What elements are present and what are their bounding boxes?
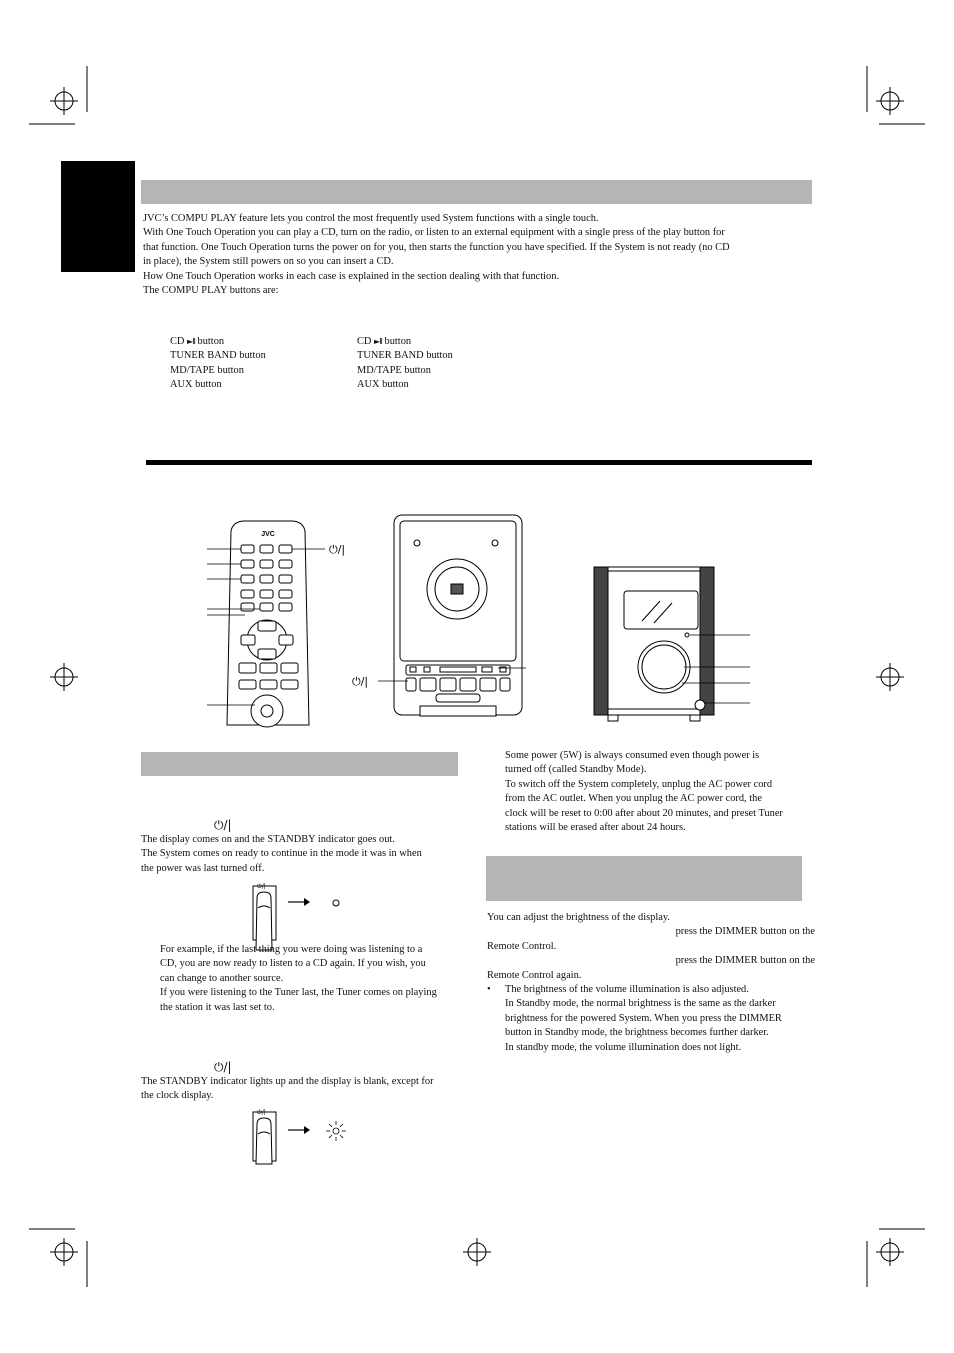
remote-brand: JVC (261, 531, 275, 538)
arrow-icon (304, 1126, 310, 1134)
cd-label: CD (357, 336, 372, 347)
intro-line: The COMPU PLAY buttons are: (143, 285, 279, 297)
standby-power-note (505, 749, 817, 835)
finger-press-standby-illustration (248, 1106, 368, 1166)
cd-suffix: button (384, 336, 412, 347)
text-line: The display comes on and the STANDBY indicator goes out. (141, 834, 395, 845)
text-line: Some power (5W) is always consumed even though power is (505, 750, 760, 761)
cd-suffix: button (197, 336, 225, 347)
dimmer-section-header-bar (486, 856, 802, 901)
language-tab (61, 161, 135, 272)
text-line: To switch off the System completely, unplug the AC power cord (505, 778, 773, 790)
text-line: stations will be erased after about 24 hours. (505, 822, 686, 834)
dimmer-step-b: press the DIMMER button on the (675, 955, 815, 967)
text-line: clock will be reset to 0:00 after about 20 minutes, and preset Tuner (505, 807, 783, 819)
power-button-glyph: ⏻/| (257, 1109, 266, 1116)
standby-indicator-lit-icon (326, 1121, 346, 1141)
text-line: the clock display. (141, 1090, 214, 1102)
arrow-icon (304, 898, 310, 906)
bullet: • (487, 984, 491, 995)
tuner-band-label: TUNER BAND button (170, 350, 266, 362)
play-pause-icon: ►II (374, 337, 382, 346)
unit-display-illustration (592, 565, 752, 725)
text-line: The System comes on ready to continue in the mode it was in when (141, 848, 422, 860)
power-standby-icon: ⏻/| (352, 675, 369, 688)
section-divider (146, 460, 812, 465)
dimmer-intro: You can adjust the brightness of the display. (487, 912, 670, 923)
intro-line: How One Touch Operation works in each case is explained in the section dealing with that function. (143, 270, 560, 282)
text-line: The brightness of the volume illumination is also adjusted. (505, 984, 749, 995)
compu-buttons-list-2 (357, 335, 453, 393)
power-section-header-bar (141, 752, 458, 776)
intro-line: JVC’s COMPU PLAY feature lets you control the most frequently used System functions with a single touch. (143, 213, 599, 224)
power-on-example (160, 943, 472, 1015)
text-line: In standby mode, the volume illumination does not light. (505, 1041, 742, 1053)
aux-label: AUX button (170, 379, 222, 391)
text-line: can change to another source. (160, 972, 284, 984)
power-off-description (141, 1075, 471, 1104)
dimmer-note (505, 983, 817, 1055)
text-line: If you were listening to the Tuner last, the Tuner comes on playing (160, 987, 437, 999)
text-line: from the AC outlet. When you unplug the AC power cord, the (505, 793, 762, 805)
text-line: The STANDBY indicator lights up and the display is blank, except for (141, 1076, 434, 1087)
text-line: turned off (called Standby Mode). (505, 764, 647, 776)
intro-paragraph (143, 212, 815, 298)
dimmer-step-b-cont: Remote Control again. (487, 969, 582, 981)
text-line: For example, if the last thing you were doing was listening to a (160, 944, 423, 955)
text-line: the power was last turned off. (141, 862, 265, 874)
dimmer-step-a-cont: Remote Control. (487, 940, 557, 952)
intro-line: that function. One Touch Operation turns the power on for you, then starts the function you have specified. If the System is not ready (no CD (143, 241, 730, 253)
play-pause-icon: ►II (187, 337, 195, 346)
standby-indicator-off-icon (333, 900, 339, 906)
intro-line: With One Touch Operation you can play a CD, turn on the radio, or listen to an external equipment with a single press of the play button for (143, 227, 725, 239)
power-on-icon: ⏻/| (214, 818, 232, 832)
text-line: In Standby mode, the normal brightness is the same as the darker (505, 998, 776, 1010)
dimmer-description (487, 911, 815, 983)
power-on-description (141, 833, 471, 876)
section-header-bar (141, 180, 812, 204)
text-line: button in Standby mode, the brightness becomes further darker. (505, 1027, 769, 1039)
text-line: the station it was last set to. (160, 1001, 275, 1013)
compu-buttons-list-1 (170, 335, 266, 393)
remote-control-illustration (205, 515, 365, 725)
aux-label: AUX button (357, 379, 409, 391)
power-button-glyph: ⏻/| (257, 883, 266, 890)
power-off-icon: ⏻/| (214, 1060, 232, 1074)
md-tape-label: MD/TAPE button (357, 364, 431, 376)
dimmer-step-a: press the DIMMER button on the (675, 926, 815, 938)
tuner-band-label: TUNER BAND button (357, 350, 453, 362)
text-line: brightness for the powered System. When you press the DIMMER (505, 1012, 782, 1024)
cd-label: CD (170, 336, 185, 347)
power-standby-icon: ⏻/| (329, 543, 346, 556)
text-line: CD, you are now ready to listen to a CD again. If you wish, you (160, 958, 426, 970)
intro-line: in place), the System still powers on so you can insert a CD. (143, 256, 394, 268)
main-unit-illustration (350, 513, 530, 723)
md-tape-label: MD/TAPE button (170, 364, 244, 376)
finger-press-illustration (248, 880, 368, 950)
